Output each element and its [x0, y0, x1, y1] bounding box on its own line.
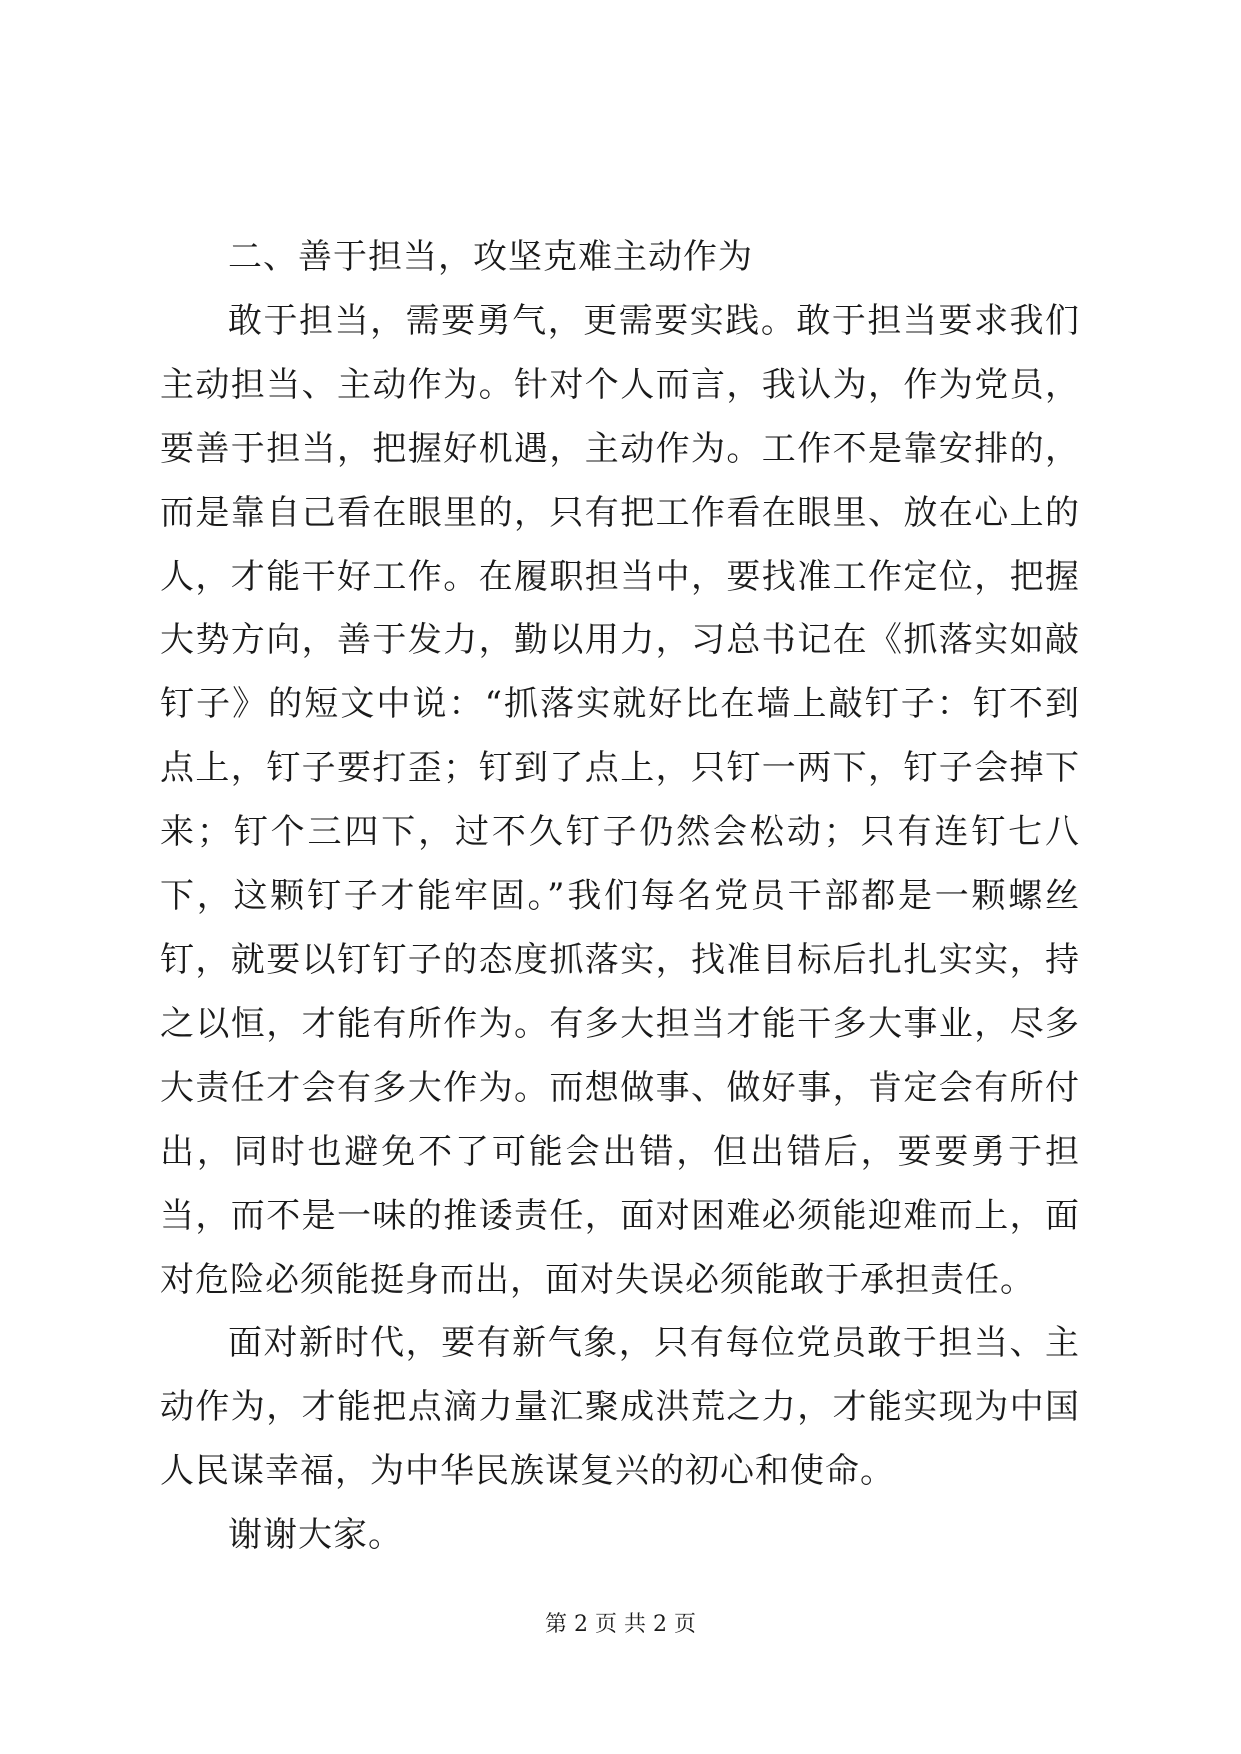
section-heading: 二、善于担当，攻坚克难主动作为: [228, 237, 753, 277]
document-body: [160, 226, 1080, 1568]
paragraph-3: 谢谢大家。: [228, 1515, 403, 1556]
paragraph-1: 敢于担当，需要勇气，更需要实践。敢于担当要求我们主动担当、主动作为。针对个人而言，我认为，作为党员，要善于担当，把握好机遇，主动作为。工作不是靠安排的，而是靠自己看在眼里的，只有把工作看在眼里、放在心上的人，才能干好工作。在履职担当中，要找准工作定位，把握大势方向，善于发力，勤以用力，习总书记在《抓落实如敲钉子》的短文中说：“抓落实就好比在墙上敲钉子：钉不到点上，钉子要打歪；钉到了点上，只钉一两下，钉子会掉下来；钉个三四下，过不久钉子仍然会松动；只有连钉七八下，这颗钉子才能牢固。”我们每名党员干部都是一颗螺丝钉，就要以钉钉子的态度抓落实，找准目标后扎扎实实，持之以恒，才能有所作为。有多大担当才能干多大事业，尽多大责任才会有多大作为。而想做事、做好事，肯定会有所付出，同时也避免不了可能会出错，但出错后，要要勇于担当，而不是一味的推诿责任，面对困难必须能迎难而上，面对危险必须能挺身而出，面对失误必须能敢于承担责任。: [160, 300, 1080, 1300]
paragraph-2: 面对新时代，要有新气象，只有每位党员敢于担当、主动作为，才能把点滴力量汇聚成洪荒之力，才能实现为中国人民谋幸福，为中华民族谋复兴的初心和使命。: [160, 1323, 1080, 1492]
page-number-footer: 第 2 页 共 2 页: [545, 1612, 696, 1637]
